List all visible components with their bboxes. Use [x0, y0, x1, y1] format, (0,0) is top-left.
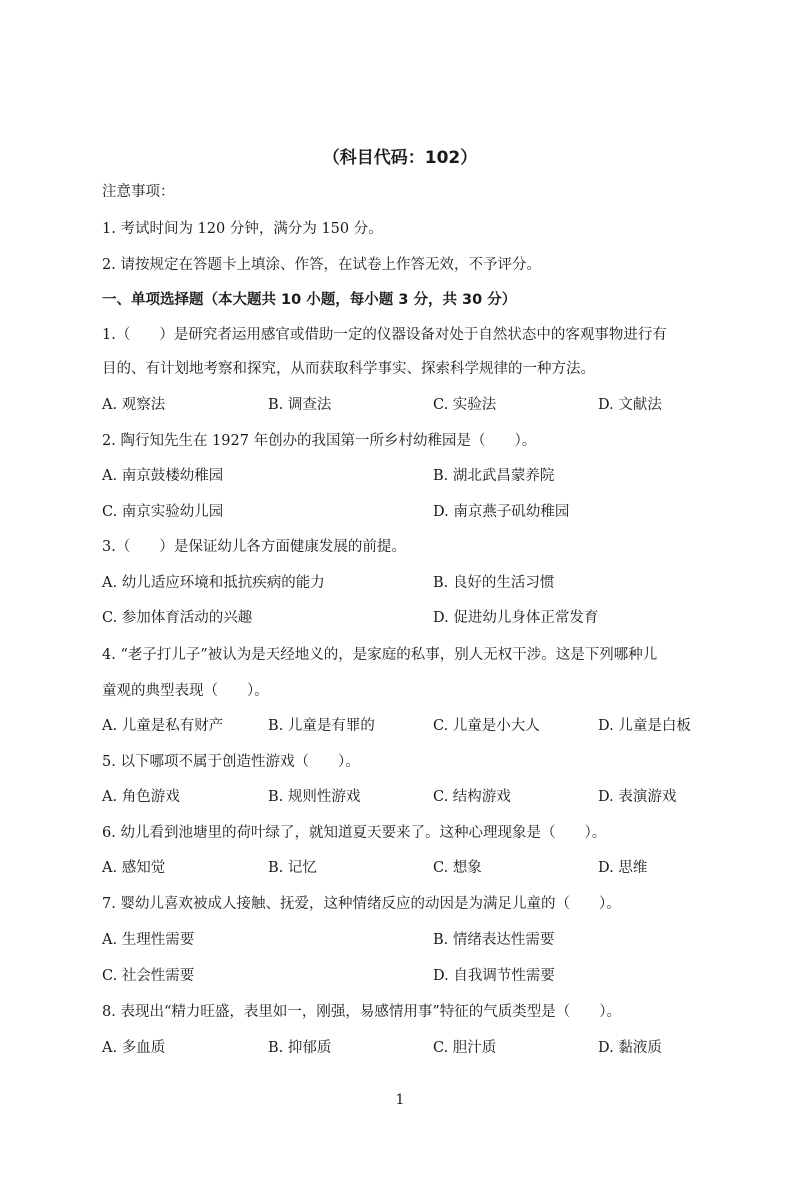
option: C. 儿童是小大人	[433, 718, 540, 734]
question-text: 2. 陶行知先生在 1927 年创办的我国第一所乡村幼稚园是（ ）。	[102, 433, 537, 449]
question-text: 6. 幼儿看到池塘里的荷叶绿了，就知道夏天要来了。这种心理现象是（ ）。	[102, 825, 607, 841]
question-text: 7. 婴幼儿喜欢被成人接触、抚爱，这种情绪反应的动因是为满足儿童的（ ）。	[102, 896, 621, 912]
option: A. 感知觉	[102, 860, 166, 876]
option: D. 促进幼儿身体正常发育	[433, 610, 599, 626]
option: C. 实验法	[433, 397, 497, 413]
option: C. 南京实验幼儿园	[102, 504, 224, 520]
option: D. 思维	[598, 860, 648, 876]
option: C. 想象	[433, 860, 482, 876]
question-text: 5. 以下哪项不属于创造性游戏（ ）。	[102, 754, 360, 770]
notice-item: 1. 考试时间为 120 分钟，满分为 150 分。	[102, 221, 383, 237]
option: B. 调查法	[268, 397, 332, 413]
option: A. 南京鼓楼幼稚园	[102, 468, 224, 484]
option: C. 结构游戏	[433, 789, 511, 805]
option: B. 抑郁质	[268, 1040, 332, 1056]
question-text: 3.（ ）是保证幼儿各方面健康发展的前提。	[102, 539, 406, 555]
notice-item: 2. 请按规定在答题卡上填涂、作答，在试卷上作答无效，不予评分。	[102, 257, 541, 273]
option: B. 记忆	[268, 860, 317, 876]
section-heading: 一、单项选择题（本大题共 10 小题，每小题 3 分，共 30 分）	[102, 292, 517, 308]
page-title: （科目代码：102）	[322, 148, 478, 168]
option: A. 观察法	[102, 397, 166, 413]
option: D. 黏液质	[598, 1040, 662, 1056]
option: B. 湖北武昌蒙养院	[433, 468, 555, 484]
option: C. 社会性需要	[102, 968, 195, 984]
option: B. 情绪表达性需要	[433, 932, 555, 948]
option: D. 表演游戏	[598, 789, 677, 805]
option: A. 儿童是私有财产	[102, 718, 224, 734]
option: C. 参加体育活动的兴趣	[102, 610, 253, 626]
question-text: 8. 表现出“精力旺盛，表里如一，刚强，易感情用事”特征的气质类型是（ ）。	[102, 1004, 622, 1020]
option: D. 南京燕子矶幼稚园	[433, 504, 570, 520]
option: A. 生理性需要	[102, 932, 195, 948]
question-text: 目的、有计划地考察和探究，从而获取科学事实、探索科学规律的一种方法。	[102, 361, 595, 377]
option: B. 良好的生活习惯	[433, 575, 555, 591]
option: A. 多血质	[102, 1040, 166, 1056]
question-text: 1.（ ）是研究者运用感官或借助一定的仪器设备对处于自然状态中的客观事物进行有	[102, 327, 667, 343]
option: D. 自我调节性需要	[433, 968, 555, 984]
page-number: 1	[395, 1092, 405, 1108]
option: D. 文献法	[598, 397, 662, 413]
option: D. 儿童是白板	[598, 718, 691, 734]
option: B. 规则性游戏	[268, 789, 361, 805]
option: A. 幼儿适应环境和抵抗疾病的能力	[102, 575, 325, 591]
notice-heading: 注意事项：	[102, 184, 175, 200]
option: A. 角色游戏	[102, 789, 180, 805]
question-text: 童观的典型表现（ ）。	[102, 683, 269, 699]
option: B. 儿童是有罪的	[268, 718, 375, 734]
question-text: 4. “老子打儿子”被认为是天经地义的，是家庭的私事，别人无权干涉。这是下列哪种儿	[102, 647, 658, 663]
option: C. 胆汁质	[433, 1040, 497, 1056]
